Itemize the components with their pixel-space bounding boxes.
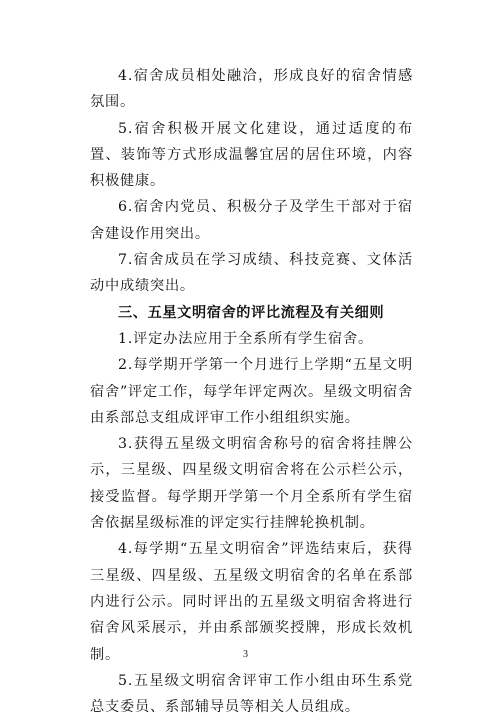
section-heading: 三、五星文明宿舍的评比流程及有关细则 xyxy=(118,304,385,321)
list-item-4: 4.宿舍成员相处融洽，形成良好的宿舍情感氛围。 xyxy=(90,68,413,111)
page-number: 3 xyxy=(243,649,248,660)
section-item-1: 1.评定办法应用于全系所有学生宿舍。 xyxy=(118,330,373,347)
page-content xyxy=(90,63,413,720)
section-item-3: 3.获得五星级文明宿舍称号的宿舍将挂牌公示，三星级、四星级文明宿舍将在公示栏公示，接受监督。每学期开学第一个月全系所有学生宿舍依据星级标准的评定实行挂牌轮换机制。 xyxy=(90,436,413,532)
section-item-2: 2.每学期开学第一个月进行上学期“五星文明宿舍”评定工作，每学年评定两次。星级文明宿舍由系部总支组成评审工作小组组织实施。 xyxy=(90,357,413,426)
list-item-5: 5.宿舍积极开展文化建设，通过适度的布置、装饰等方式形成温馨宜居的居住环境，内容积极健康。 xyxy=(90,120,413,190)
list-item-6: 6.宿舍内党员、积极分子及学生干部对于宿舍建设作用突出。 xyxy=(90,199,413,242)
section-item-4: 4.每学期“五星文明宿舍”评选结束后，获得三星级、四星级、五星级文明宿舍的名单在系部内进行公示。同时评出的五星级文明宿舍将进行宿舍风采展示，并由系部颁奖授牌，形成长效机制。 xyxy=(90,541,413,663)
section-item-5: 5.五星级文明宿舍评审工作小组由环生系党总支委员、系部辅导员等相关人员组成。 xyxy=(90,672,413,716)
list-item-7: 7.宿舍成员在学习成绩、科技竞赛、文体活动中成绩突出。 xyxy=(90,252,413,295)
